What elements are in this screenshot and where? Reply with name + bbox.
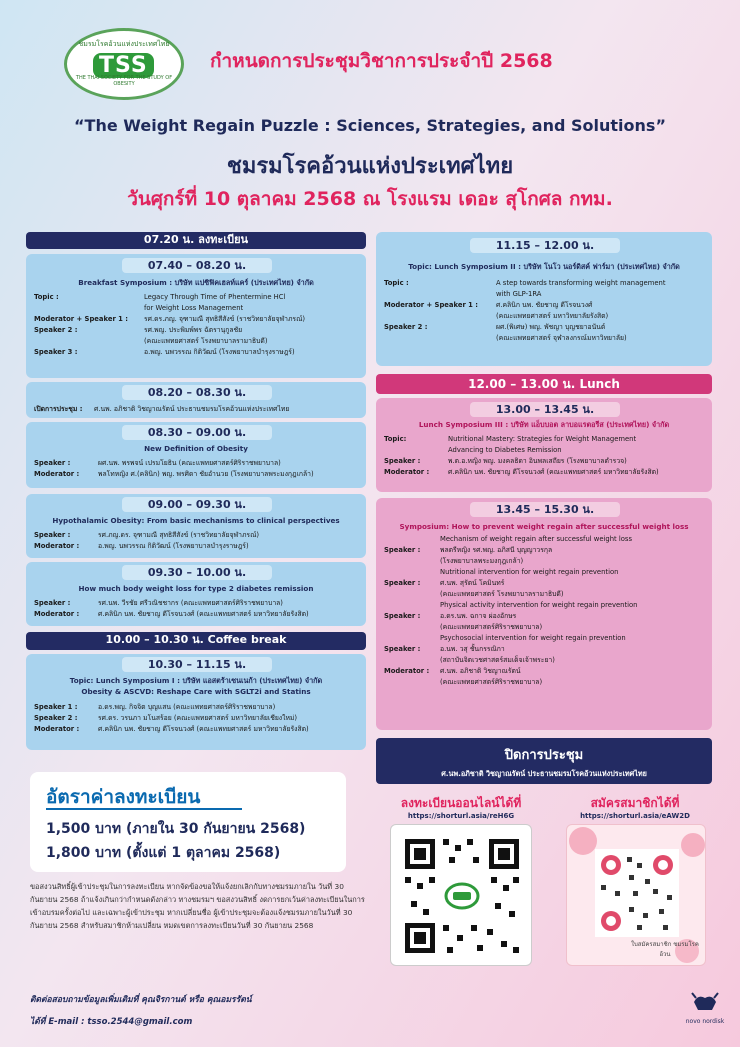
qr-member-caption: ใบสมัครสมาชิก ชมรมโรคอ้วน [631,941,699,958]
tsso-logo [64,28,184,100]
session-row: Speaker : อ.ดร.นพ. ฉกาจ ผ่องอักษร [384,612,517,620]
session-rows [34,598,309,620]
session-row: (คณะแพทยศาสตร์ โรงพยาบาลรามาธิบดี) [440,590,564,598]
session-row: Nutritional intervention for weight regain prevention [440,568,619,576]
qr-member-label: สมัครสมาชิกได้ที่ [590,796,680,810]
session-row: Moderator : ศ.คลินิก นพ. ชัยชาญ ดีโรจนวงศ์ (คณะแพทยศาสตร์ มหาวิทยาลัยรังสิต) [384,468,659,476]
session-row: Topic: Nutritional Mastery: Strategies for Weight Management [384,435,637,443]
session-row: (คณะแพทยศาสตร์ มหาวิทยาลัยรังสิต) [496,312,609,320]
closing-bar [376,738,712,784]
session-time: 08.20 – 08.30 น. [122,385,272,400]
contact-email[interactable]: ได้ที่ E-mail : tsso.2544@gmail.com [30,1017,193,1027]
session-lunch-1 [26,654,366,750]
session-time: 13.45 – 15.30 น. [470,502,620,517]
session-caption: New Definition of Obesity [144,444,248,453]
session-rows [384,278,666,344]
session-time: 10.30 – 11.15 น. [122,657,272,672]
session-row: Topic : A step towards transforming weight management [384,279,666,287]
session-lunch-2 [376,232,712,366]
session-caption: Topic: Lunch Symposium I : บริษัท แอสตร้าเซนเนก้า (ประเทศไทย) จำกัด [69,676,323,685]
session-row: Speaker 2 : รศ.ดร. วรนภา มโนสร้อย (คณะแพทยศาสตร์ มหาวิทยาลัยเชียงใหม่) [34,714,298,722]
closing-title: ปิดการประชุม [504,748,584,763]
session-row: Physical activity intervention for weight regain prevention [440,601,638,609]
date-venue: วันศุกร์ที่ 10 ตุลาคม 2568 ณ โรงแรม เดอะ สุโกศล กทม. [127,188,613,210]
sponsor-logo [680,990,730,1025]
qr-register-code[interactable] [390,824,532,966]
session-row: Speaker 3 : อ.พญ. นพวรรณ กิติวัฒน์ (โรงพยาบาลบำรุงราษฎร์) [34,348,295,356]
session-row: Speaker : รศ.ภญ.ดร. จุฑามณี สุทธิสีสังข์ (ราชวิทยาลัยจุฬาภรณ์) [34,531,260,539]
logo-mark: TSS [93,53,154,78]
session-rows [384,434,659,478]
session-row: Moderator : อ.พญ. นพวรรณ กิติวัฒน์ (โรงพยาบาลบำรุงราษฎร์) [34,542,249,550]
logo-arc-text: ชมรมโรคอ้วนแห่งประเทศไทย [78,40,170,48]
session-rows [34,292,364,358]
session-caption: Symposium: How to prevent weight regain after successful weight loss [399,522,689,531]
session-breakfast [26,254,366,378]
session-row: (คณะแพทยศาสตร์ศิริราชพยาบาล) [440,623,543,631]
session-time: 09.30 – 10.00 น. [122,565,272,580]
session-row: Moderator : ศ.คลินิก นพ. ชัยชาญ ดีโรจนวงศ์ (คณะแพทยศาสตร์ มหาวิทยาลัยรังสิต) [34,725,309,733]
logo-subtext: THE THAI SOCIETY FOR THE STUDY OF OBESITY [75,75,173,87]
closing-text: ศ.นพ.อภิชาติ วิชญาณรัตน์ ประธานชมรมโรคอ้วนแห่งประเทศไทย [441,769,647,778]
session-weight-regain [376,498,712,730]
registration-note: ขอสงวนสิทธิ์ผู้เข้าประชุมในการลงทะเบียน หากจัดข้องขอให้แจ้งยกเลิกกับทางชมรมภายใน วันที่ 30 กันยายน 2568 ถ้าแจ้งเกินกว่ากำหนดดังกล่าว ทางชมรมฯ ขอสงวนสิทธิ์ งดการยกเว้นค่าลงทะเบียนในการเข้าอบรมครั้งต่อไป และเฉพาะผู้เข้าประชุม หากเปลี่ยนชื่อ ผู้เข้าประชุมจะต้องแจ้งชมรมภายในวันที่ 30 กันยายน 2568 สำหรับสมาชิกห้ามเปลี่ยน หมดเขตการลงทะเบียนวันที่ 30 กันยายน 2568 [30,882,365,930]
session-row: Topic : Legacy Through Time of Phentermine HCl [34,293,286,301]
qr-register-url[interactable]: https://shorturl.asia/reH6G [407,812,515,820]
session-caption: Topic: Lunch Symposium II : บริษัท โนโว นอร์ดิสค์ ฟาร์มา (ประเทศไทย) จำกัด [408,262,680,271]
session-hypothalamic [26,494,366,558]
page-title: กำหนดการประชุมวิชาการประจำปี 2568 [210,50,553,72]
session-row: Moderator : ศ.นพ. อภิชาติ วิชญาณรัตน์ [384,667,521,675]
session-row: Speaker : ผศ.นพ. พรพจน์ เปรมโยธิน (คณะแพทยศาสตร์ศิริราชพยาบาล) [34,459,281,467]
session-row: (คณะแพทยศาสตร์ศิริราชพยาบาล) [440,678,543,686]
theme-title: “The Weight Regain Puzzle : Sciences, Strategies, and Solutions” [74,116,666,135]
session-row: (คณะแพทยศาสตร์ โรงพยาบาลรามาธิบดี) [144,337,268,345]
qr-member-code[interactable] [566,824,706,966]
fee-line-early: 1,500 บาท (ภายใน 30 กันยายน 2568) [46,821,306,837]
fee-title: อัตราค่าลงทะเบียน [46,786,201,808]
session-row: Advancing to Diabetes Remission [448,446,562,454]
qr-code-icon [391,825,533,967]
session-row: Moderator : ศ.คลินิก นพ. ชัยชาญ ดีโรจนวงศ์ (คณะแพทยศาสตร์ มหาวิทยาลัยรังสิต) [34,610,309,618]
session-row: Speaker : ศ.นพ. สุรัตน์ โคมินทร์ [384,579,505,587]
session-caption: Lunch Symposium III : บริษัท แอ็บบอต ลาบอแรตอรีส (ประเทศไทย) จำกัด [418,420,670,429]
session-row: with GLP-1RA [496,290,542,298]
fee-underline [46,808,242,810]
session-row: Mechanism of weight regain after successful weight loss [440,535,633,543]
session-row: Moderator : พลโทหญิง ศ.(คลินิก) พญ. พรศิดา ชัยอำนวย (โรงพยาบาลพระมงกุฎเกล้า) [34,470,314,478]
session-row: Speaker 2 : ผศ.(พิเศษ) พญ. พัชญา บุญชยาอนันต์ [384,323,606,331]
session-caption: Hypothalamic Obesity: From basic mechanisms to clinical perspectives [52,516,340,525]
coffee-break-bar: 10.00 – 10.30 น. Coffee break [26,632,366,650]
session-row: Speaker 1 : อ.ดร.พญ. กิจจิต บุญแสน (คณะแพทยศาสตร์ศิริราชพยาบาล) [34,703,276,711]
fee-line-late: 1,800 บาท (ตั้งแต่ 1 ตุลาคม 2568) [46,845,281,861]
session-definition [26,422,366,488]
session-row: Speaker : พ.ต.อ.หญิง พญ. มงคลธิดา อินพลเสถียร (โรงพยาบาลตำรวจ) [384,457,627,465]
session-time: 11.15 – 12.00 น. [470,238,620,253]
session-opening [26,382,366,418]
lunch-bar: 12.00 – 13.00 น. Lunch [376,374,712,394]
session-rows [34,702,309,735]
session-row: (โรงพยาบาลพระมงกุฎเกล้า) [440,557,524,565]
session-rows [34,530,259,552]
session-lunch-3 [376,398,712,492]
session-row: (คณะแพทยศาสตร์ จุฬาลงกรณ์มหาวิทยาลัย) [496,334,627,342]
sponsor-name: novo nordisk [685,1018,725,1025]
session-time: 08.30 – 09.00 น. [122,425,272,440]
session-row: Speaker : พลตรีหญิง รศ.พญ. อภิสนี บุญญาวรกุล [384,546,553,554]
session-time: 07.40 – 08.20 น. [122,258,272,273]
session-caption: How much body weight loss for type 2 diabetes remission [78,584,314,593]
session-rows [34,458,314,480]
session-time: 09.00 – 09.30 น. [122,497,272,512]
qr-register-label: ลงทะเบียนออนไลน์ได้ที่ [400,796,522,810]
session-row: Moderator + Speaker 1 : ศ.คลินิก นพ. ชัยชาญ ดีโรจนวงศ์ [384,301,593,309]
qr-member-url[interactable]: https://shorturl.asia/eAW2D [580,812,690,820]
apis-bull-icon [690,990,720,1016]
session-rows [384,534,637,688]
session-caption: Breakfast Symposium : บริษัท แปซิฟิคเฮลท์แคร์ (ประเทศไทย) จำกัด [78,278,314,287]
session-caption-2: Obesity & ASCVD: Reshape Care with SGLT2i and Statins [81,687,311,696]
fee-box [30,772,346,872]
session-row: เปิดการประชุม : ศ.นพ. อภิชาติ วิชญาณรัตน์ ประธานชมรมโรคอ้วนแห่งประเทศไทย [34,405,290,413]
session-row: Speaker : รศ.นพ. วีรชัย ศรีวณิชชากร (คณะแพทยศาสตร์ศิริราชพยาบาล) [34,599,283,607]
registration-bar: 07.20 น. ลงทะเบียน [26,232,366,249]
session-row: Speaker : อ.นพ. วสุ ชั้นกรรณิกา [384,645,505,653]
contact-info: ติดต่อสอบถามข้อมูลเพิ่มเติมที่ คุณจิรกานต์ หรือ คุณอมรรัตน์ [30,995,252,1005]
session-time: 13.00 – 13.45 น. [470,402,620,417]
session-row: (สถาบันจิตเวชศาสตร์สมเด็จเจ้าพระยา) [440,656,555,664]
session-row: for Weight Loss Management [144,304,244,312]
session-diabetes-remission [26,562,366,626]
session-row: Speaker 2 : รศ.พญ. ประพิมพ์พร ฉัตรานุกูลชัย [34,326,243,334]
session-row: Psychosocial intervention for weight regain prevention [440,634,626,642]
org-name: ชมรมโรคอ้วนแห่งประเทศไทย [226,154,514,179]
session-row: Moderator + Speaker 1 : รศ.ดร.ภญ. จุฑามณี สุทธิสีสังข์ (ราชวิทยาลัยจุฬาภรณ์) [34,315,306,323]
